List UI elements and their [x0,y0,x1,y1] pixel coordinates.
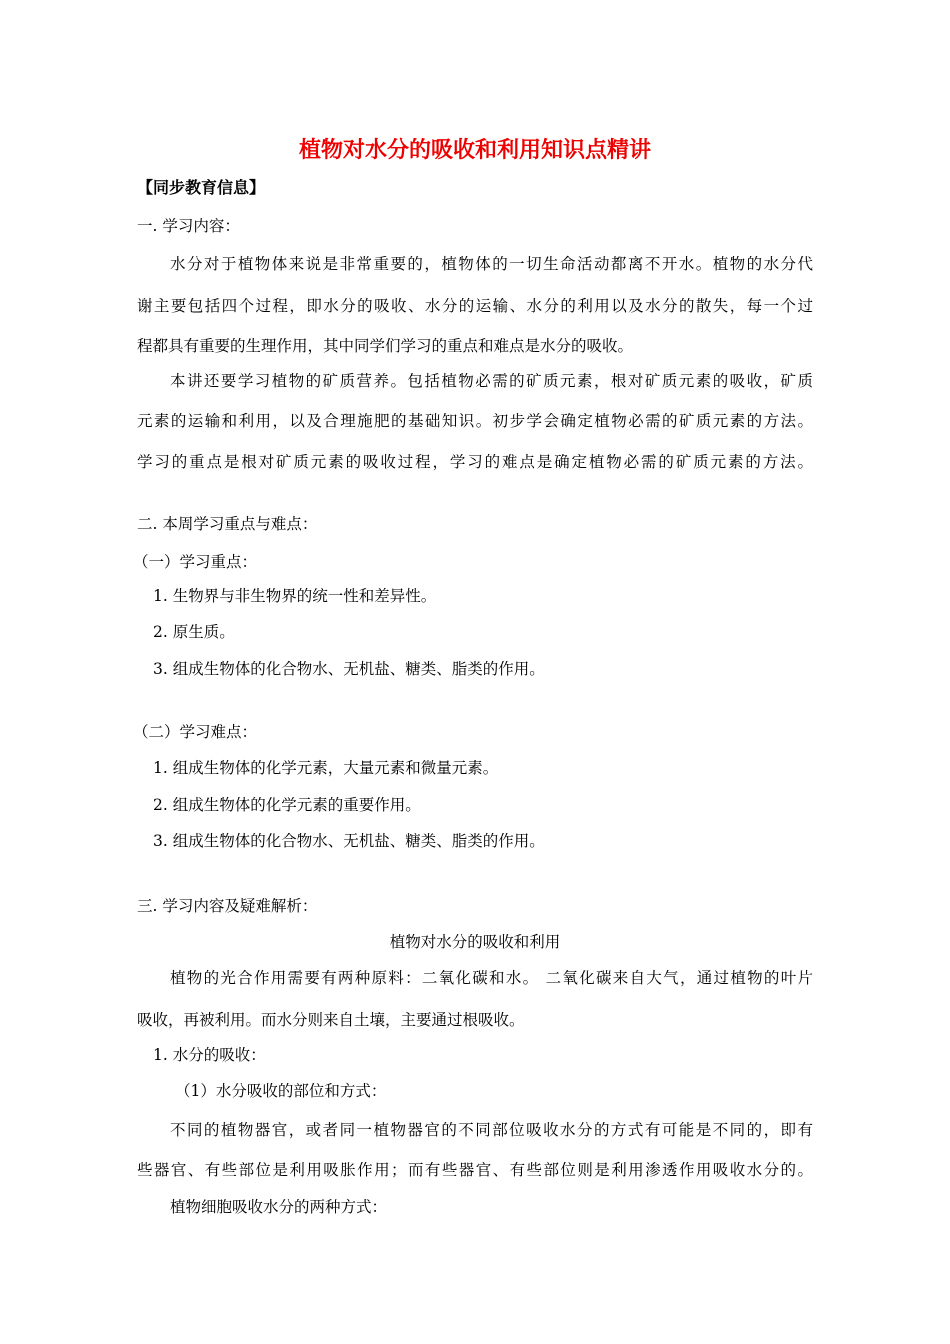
part1-para2-line1: 本讲还要学习植物的矿质营养。包括植物必需的矿质元素，根对矿质元素的吸收，矿质 [170,372,813,390]
section-header: 【同步教育信息】 [137,178,266,197]
part3-subtitle: 植物对水分的吸收和利用 [389,933,561,951]
part1-para2-line2: 元素的运输和利用，以及合理施肥的基础知识。初步学会确定植物必需的矿质元素的方法。 [137,412,813,430]
part3-intro-line2: 吸收，再被利用。而水分则来自土壤，主要通过根吸收。 [137,1011,525,1029]
difficult-points-heading: （二）学习难点： [133,723,258,741]
key-points-heading: （一）学习重点： [133,553,258,571]
item1-heading: 1. 水分的吸收： [153,1046,266,1064]
part1-para2-line3: 学习的重点是根对矿质元素的吸收过程，学习的难点是确定植物必需的矿质元素的方法。 [137,453,813,471]
difficult-point-item: 3. 组成生物体的化合物水、无机盐、糖类、脂类的作用。 [153,832,545,850]
part3-heading: 三. 学习内容及疑难解析： [137,897,318,915]
part1-heading: 一. 学习内容： [137,217,240,235]
part1-para1-line3: 程都具有重要的生理作用，其中同学们学习的重点和难点是水分的吸收。 [137,337,634,355]
part3-intro-line1: 植物的光合作用需要有两种原料：二氧化碳和水。 二氧化碳来自大气，通过植物的叶片 [170,969,813,987]
part1-para1-line2: 谢主要包括四个过程，即水分的吸收、水分的运输、水分的利用以及水分的散失，每一个过 [137,297,813,315]
part3-last-line: 植物细胞吸收水分的两种方式： [170,1198,388,1216]
part2-heading: 二. 本周学习重点与难点： [137,515,318,533]
document-title: 植物对水分的吸收和利用知识点精讲 [298,138,651,163]
difficult-point-item: 2. 组成生物体的化学元素的重要作用。 [153,796,421,814]
difficult-point-item: 1. 组成生物体的化学元素，大量元素和微量元素。 [153,759,499,777]
item1-subheading: （1）水分吸收的部位和方式： [175,1082,387,1100]
key-point-item: 2. 原生质。 [153,623,235,641]
key-point-item: 1. 生物界与非生物界的统一性和差异性。 [153,587,437,605]
part1-para1-line1: 水分对于植物体来说是非常重要的，植物体的一切生命活动都离不开水。植物的水分代 [170,255,813,273]
key-point-item: 3. 组成生物体的化合物水、无机盐、糖类、脂类的作用。 [153,660,545,678]
part3-body-line1: 不同的植物器官，或者同一植物器官的不同部位吸收水分的方式有可能是不同的，即有 [170,1121,813,1139]
part3-body-line2: 些器官、有些部位是利用吸胀作用；而有些器官、有些部位则是利用渗透作用吸收水分的。 [137,1161,813,1179]
